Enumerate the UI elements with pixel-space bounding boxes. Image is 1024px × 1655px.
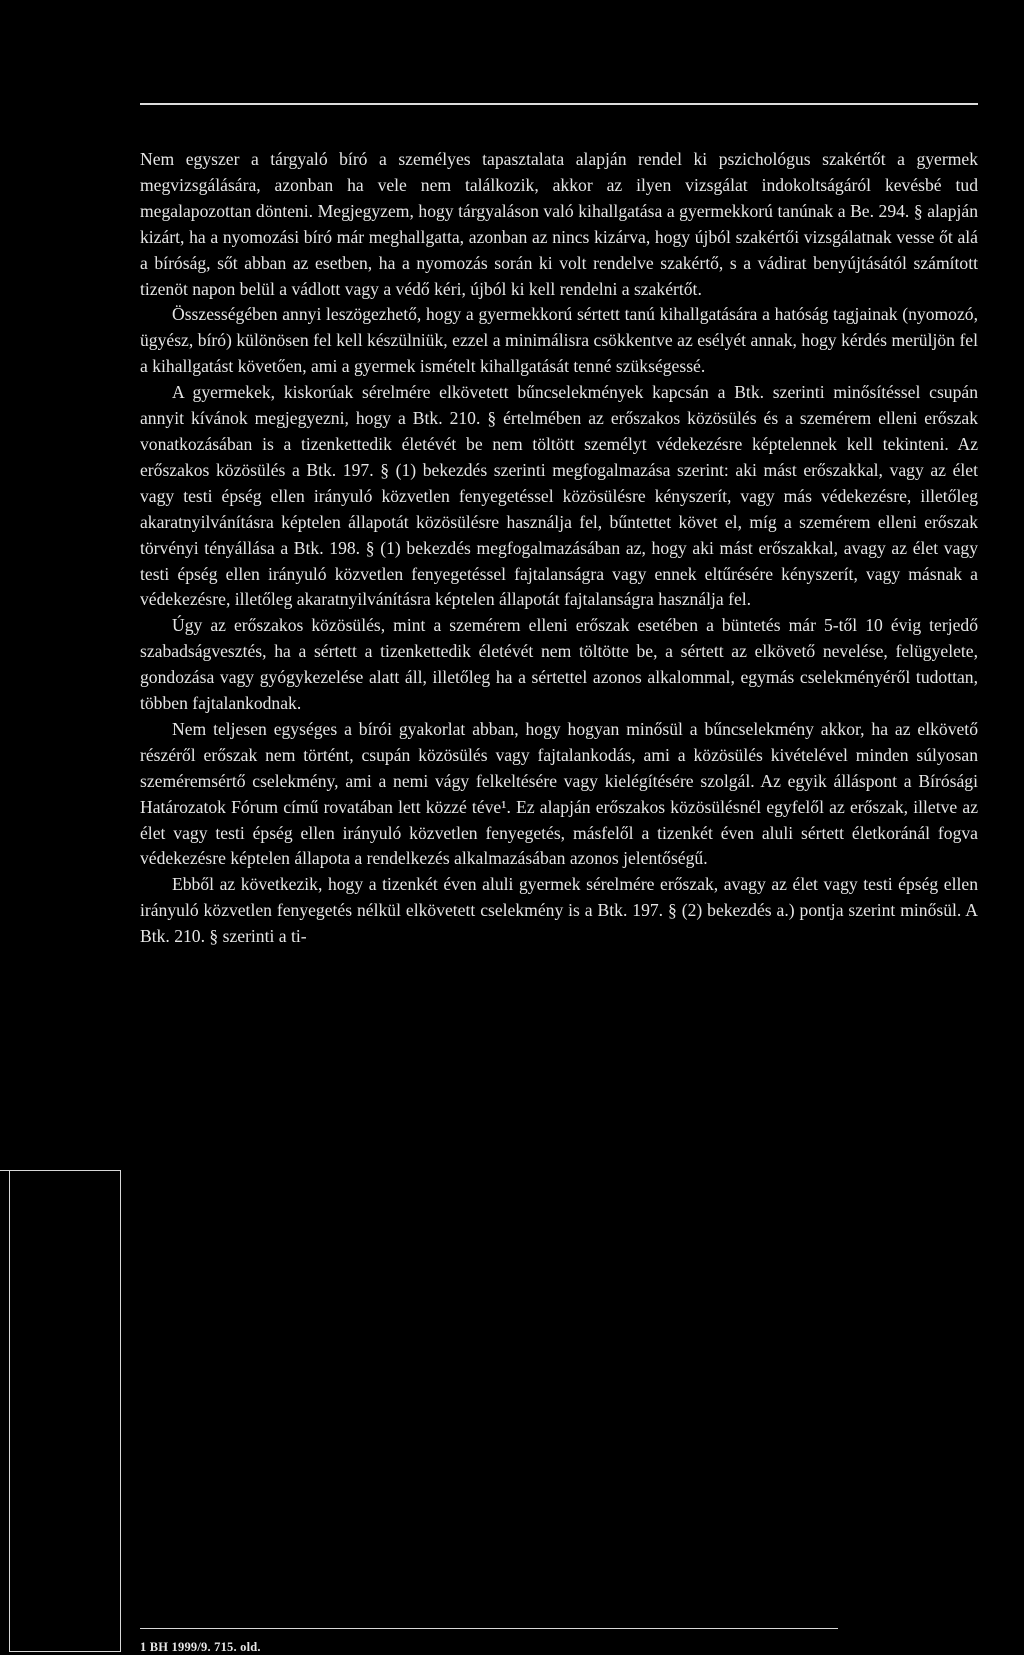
footnote-rule [140, 1628, 838, 1629]
paragraph-6: Ebből az következik, hogy a tizenkét éven aluli gyermek sérelmére erőszak, avagy az élet vagy testi épség ellen irányuló közvetlen fenyegetés nélkül elkövetett cselekmény is a Btk. 197. § (2) bekezdés a.) pontja szerint minősül. A Btk. 210. § szerinti a ti- [140, 874, 978, 947]
paragraph-4: Úgy az erőszakos közösülés, mint a szemérem elleni erőszak esetében a büntetés már 5-től 10 évig terjedő szabadságvesztés, ha a sértett a tizenkettedik életévét nem töltötte be, a sértett az elkövető nevelése, felügyelete, gondozása vagy gyógykezelése alatt áll, illetőleg ha a sértettel azonos alkalommal, egymás cselekményéről tudottan, többen fajtalankodnak. [140, 615, 978, 714]
paragraph-1: Nem egyszer a tárgyaló bíró a személyes tapasztalata alapján rendel ki pszichológus szakértőt a gyermek megvizsgálására, azonban ha vele nem találkozik, akkor az ilyen vizsgálat indokoltságáról kevésbé tud megalapozottan dönteni. Megjegyzem, hogy tárgyaláson való kihallgatása a gyermekkorú tanúnak a Be. 294. § alapján kizárt, ha a nyomozási bíró már meghallgatta, azonban az nincs kizárva, hogy újból szakértői vizsgálatnak vesse őt alá a bíróság, sőt abban az esetben, ha a nyomozás során ki volt rendelve szakértő, s a vádirat benyújtásától számított tizenöt napon belül a vádlott vagy a védő kéri, újból ki kell rendelni a szakértőt. [140, 149, 978, 299]
paragraph-2: Összességében annyi leszögezhető, hogy a gyermekkorú sértett tanú kihallgatására a hatóság tagjainak (nyomozó, ügyész, bíró) különösen fel kell készülniük, ezzel a minimálisra csökkentve az esélyét annak, hogy kérdés merüljön fel a kihallgatást követően, ami a gyermek ismételt kihallgatását tenné szükségessé. [140, 304, 978, 377]
header-rule [140, 103, 978, 105]
body-text [140, 147, 978, 950]
margin-line [0, 1170, 9, 1171]
paragraph-3: A gyermekek, kiskorúak sérelmére elkövetett bűncselekmények kapcsán a Btk. szerinti minősítéssel csupán annyit kívánok megjegyezni, hogy a Btk. 210. § értelmében az erőszakos közösülés és a szemérem elleni erőszak vonatkozásában is a tizenkettedik életévét be nem töltött személyt védekezésre képtelennek kell tekinteni. Az erőszakos közösülés a Btk. 197. § (1) bekezdés szerinti megfogalmazása szerint: aki mást erőszakkal, vagy az élet vagy testi épség ellen irányuló közvetlen fenyegetéssel közösülésre kényszerít, vagy más védekezésre, illetőleg akaratnyilvánításra képtelen állapotát közösülésre használja fel, bűntettet követ el, míg a szemérem elleni erőszak törvényi tényállása a Btk. 198. § (1) bekezdés megfogalmazásában az, hogy aki mást erőszakkal, avagy az élet vagy testi épség ellen irányuló közvetlen fenyegetéssel fajtalanságra vagy ennek eltűrésére kényszerít, vagy másnak a védekezésre, illetőleg akaratnyilvánításra képtelen állapotát fajtalanságra használja fel. [140, 382, 978, 610]
paragraph-5: Nem teljesen egységes a bírói gyakorlat abban, hogy hogyan minősül a bűncselekmény akkor, ha az elkövető részéről erőszak nem történt, csupán közösülés vagy fajtalankodás, ami a közösülés kivételével minden súlyosan szeméremsértő cselekmény, ami a nemi vágy felkeltésére vagy kielégítésére szolgál. Az egyik álláspont a Bírósági Határozatok Fórum című rovatában lett közzé téve¹. Ez alapján erőszakos közösülésnél egyfelől az erőszak, illetve az élet vagy testi épség ellen irányuló közvetlen fenyegetés, másfelől a tizenkét éven aluli sértett életkoránál fogva védekezésre képtelen állapota a rendelkezés alkalmazásában azonos jelentőségű. [140, 718, 978, 869]
margin-box [9, 1170, 121, 1652]
footnote: 1 BH 1999/9. 715. old. [140, 1640, 261, 1654]
